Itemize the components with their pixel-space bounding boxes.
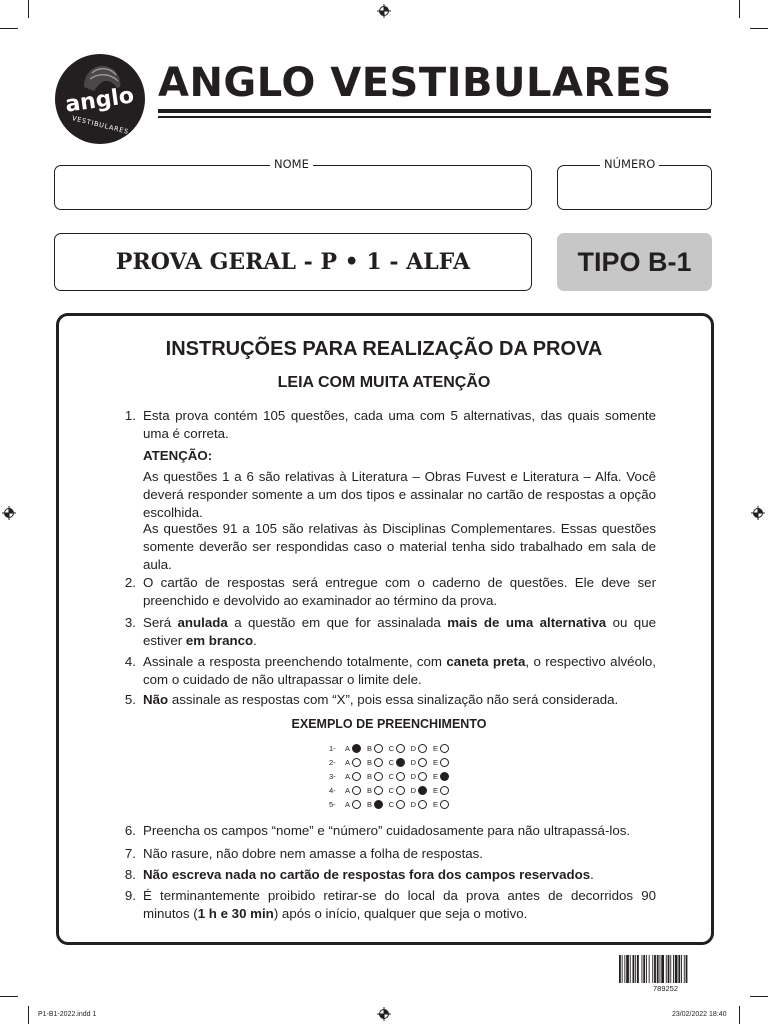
- example-option-letter: A: [344, 744, 350, 753]
- bubble-empty-icon: [352, 772, 361, 781]
- bubble-empty-icon: [396, 800, 405, 809]
- instruction-item-8: Não escreva nada no cartão de respostas fora dos campos reservados.: [143, 867, 594, 882]
- registration-mark-icon: [377, 1007, 391, 1021]
- barcode-bar: [675, 955, 678, 983]
- bubble-empty-icon: [396, 772, 405, 781]
- example-option: [365, 758, 383, 767]
- example-option: [387, 800, 405, 809]
- name-field[interactable]: [54, 165, 532, 210]
- exam-type-box: [557, 233, 712, 291]
- example-row: [329, 784, 453, 797]
- example-option-letter: C: [388, 758, 394, 767]
- bubble-empty-icon: [352, 800, 361, 809]
- example-option: [431, 744, 449, 753]
- example-row-label: 3-: [329, 772, 336, 781]
- barcode-bar: [684, 955, 685, 983]
- example-option: [343, 800, 361, 809]
- example-option: [409, 786, 427, 795]
- barcode-bar: [637, 955, 639, 983]
- barcode-bar: [666, 955, 667, 983]
- example-option-letter: B: [366, 758, 372, 767]
- registration-mark-icon: [2, 506, 16, 520]
- barcode-bar: [619, 955, 621, 983]
- header-rule-thick: [158, 109, 711, 113]
- bubble-empty-icon: [374, 758, 383, 767]
- barcode-bar: [681, 955, 682, 983]
- example-option-letter: E: [432, 800, 438, 809]
- example-option: [409, 758, 427, 767]
- example-option-letter: C: [388, 786, 394, 795]
- instruction-item-1: Esta prova contém 105 questões, cada uma com 5 alternativas, das quais somente uma é correta.: [143, 408, 656, 441]
- example-option: [431, 800, 449, 809]
- barcode-bar: [660, 955, 661, 983]
- barcode-number: 789252: [652, 984, 679, 993]
- barcode-bar: [649, 955, 650, 983]
- example-option-letter: D: [410, 772, 416, 781]
- crop-mark: [0, 28, 18, 29]
- number-field-label: NÚMERO: [600, 157, 659, 171]
- bubble-empty-icon: [396, 786, 405, 795]
- crop-mark: [739, 1006, 740, 1024]
- example-option-letter: B: [366, 744, 372, 753]
- example-option: [431, 772, 449, 781]
- example-option: [343, 772, 361, 781]
- example-option: [387, 786, 405, 795]
- example-row-label: 4-: [329, 786, 336, 795]
- logo-subtext: VESTIBULARES: [71, 114, 130, 136]
- item-number: 3.: [124, 615, 136, 630]
- example-option: [387, 758, 405, 767]
- example-option-letter: B: [366, 800, 372, 809]
- barcode-bar: [670, 955, 671, 983]
- example-option-letter: A: [344, 786, 350, 795]
- instruction-item-5: Não assinale as respostas com “X”, pois essa sinalização não será considerada.: [143, 692, 619, 707]
- crop-mark: [0, 996, 18, 997]
- example-option-letter: E: [432, 786, 438, 795]
- example-option-letter: E: [432, 758, 438, 767]
- registration-mark-icon: [751, 506, 765, 520]
- exam-title-box: [54, 233, 532, 291]
- barcode: [619, 955, 712, 983]
- example-option-letter: D: [410, 800, 416, 809]
- example-option-letter: D: [410, 786, 416, 795]
- bubble-filled-icon: [396, 758, 405, 767]
- example-row: [329, 742, 453, 755]
- bubble-filled-icon: [418, 786, 427, 795]
- example-row-label: 5-: [329, 800, 336, 809]
- anglo-logo: [54, 53, 146, 145]
- example-row: [329, 756, 453, 769]
- name-field-label: NOME: [270, 157, 313, 171]
- barcode-bar: [686, 955, 688, 983]
- item-number: 4.: [124, 654, 136, 669]
- number-field[interactable]: [557, 165, 712, 210]
- barcode-bar: [668, 955, 670, 983]
- barcode-bar: [646, 955, 647, 983]
- barcode-bar: [657, 955, 659, 983]
- bubble-empty-icon: [352, 786, 361, 795]
- example-option-letter: E: [432, 772, 438, 781]
- example-option: [431, 786, 449, 795]
- bubble-empty-icon: [418, 758, 427, 767]
- registration-mark-icon: [377, 4, 391, 18]
- header-rule-thin: [158, 116, 711, 118]
- instruction-item-6: Preencha os campos “nome” e “número” cuidadosamente para não ultrapassá-los.: [143, 823, 631, 838]
- barcode-bar: [630, 955, 631, 983]
- bubble-empty-icon: [374, 786, 383, 795]
- barcode-bar: [643, 955, 645, 983]
- bubble-empty-icon: [418, 744, 427, 753]
- exam-type: TIPO B-1: [577, 246, 692, 277]
- barcode-bar: [624, 955, 625, 983]
- crop-mark: [739, 0, 740, 18]
- logo-wordmark: anglo: [63, 83, 136, 118]
- crop-mark: [750, 996, 768, 997]
- attention-paragraph-2: As questões 91 a 105 são relativas às Disciplinas Complementares. Essas questões somente deverão ser respondidas caso o material tenha sido trabalhado em sala de aula.: [143, 521, 656, 572]
- bubble-empty-icon: [374, 772, 383, 781]
- barcode-bar: [635, 955, 636, 983]
- bubble-empty-icon: [440, 800, 449, 809]
- crop-mark: [28, 1006, 29, 1024]
- example-option-letter: A: [344, 758, 350, 767]
- instruction-item-3: Será anulada a questão em que for assinalada mais de uma alternativa ou que estiver em branco.: [143, 615, 656, 648]
- example-option-letter: D: [410, 744, 416, 753]
- example-option: [365, 772, 383, 781]
- item-number: 1.: [124, 408, 136, 423]
- example-option-letter: C: [388, 744, 394, 753]
- bubble-empty-icon: [440, 758, 449, 767]
- example-option: [409, 744, 427, 753]
- example-option: [365, 800, 383, 809]
- example-row: [329, 770, 453, 783]
- example-option-letter: C: [388, 800, 394, 809]
- timestamp: 23/02/2022 18:40: [672, 1011, 727, 1018]
- example-row-label: 2-: [329, 758, 336, 767]
- item-number: 7.: [124, 846, 136, 861]
- bubble-empty-icon: [374, 744, 383, 753]
- bubble-empty-icon: [440, 786, 449, 795]
- bubble-filled-icon: [440, 772, 449, 781]
- example-option: [409, 800, 427, 809]
- barcode-bar: [642, 955, 643, 983]
- example-title: EXEMPLO DE PREENCHIMENTO: [291, 717, 487, 731]
- barcode-bar: [626, 955, 629, 983]
- example-option-letter: D: [410, 758, 416, 767]
- bubble-filled-icon: [374, 800, 383, 809]
- item-number: 8.: [124, 867, 136, 882]
- example-option: [365, 786, 383, 795]
- instructions-subtitle: LEIA COM MUITA ATENÇÃO: [277, 374, 491, 391]
- instruction-item-9: É terminantemente proibido retirar-se do local da prova antes de decorridos 90 minutos (1 h e 30 min) após o início, qualquer que seja o motivo.: [143, 888, 656, 921]
- instruction-item-7: Não rasure, não dobre nem amasse a folha de respostas.: [143, 846, 484, 861]
- instruction-item-4: Assinale a resposta preenchendo totalmente, com caneta preta, o respectivo alvéolo, com o cuidado de não ultrapassar o limite dele.: [143, 654, 657, 687]
- bubble-empty-icon: [396, 744, 405, 753]
- item-number: 2.: [124, 575, 136, 590]
- barcode-bar: [661, 955, 664, 983]
- crop-mark: [750, 28, 768, 29]
- barcode-bar: [652, 955, 653, 983]
- item-number: 9.: [124, 888, 136, 903]
- barcode-bar: [678, 955, 680, 983]
- example-option: [387, 744, 405, 753]
- exam-title: PROVA GERAL - P • 1 - ALFA: [115, 249, 471, 275]
- example-option: [387, 772, 405, 781]
- bubble-empty-icon: [418, 772, 427, 781]
- example-option: [409, 772, 427, 781]
- instructions-title: INSTRUÇÕES PARA REALIZAÇÃO DA PROVA: [165, 338, 603, 360]
- file-name: P1-B1-2022.indd 1: [38, 1011, 97, 1018]
- example-option: [431, 758, 449, 767]
- example-option-letter: A: [344, 800, 350, 809]
- bubble-empty-icon: [352, 758, 361, 767]
- example-row-label: 1-: [329, 744, 336, 753]
- example-option-letter: B: [366, 772, 372, 781]
- example-option-letter: A: [344, 772, 350, 781]
- item-number: 5.: [124, 692, 136, 707]
- barcode-bar: [654, 955, 656, 983]
- bubble-empty-icon: [440, 744, 449, 753]
- bubble-empty-icon: [418, 800, 427, 809]
- example-option: [343, 758, 361, 767]
- attention-paragraph-1: As questões 1 a 6 são relativas à Literatura – Obras Fuvest e Literatura – Alfa. Você deverá responder somente a um dos tipos e assinalar no cartão de respostas a opção escolhida.: [143, 469, 656, 520]
- example-option-letter: B: [366, 786, 372, 795]
- barcode-bar: [622, 955, 623, 983]
- bubble-filled-icon: [352, 744, 361, 753]
- attention-label: ATENÇÃO:: [143, 448, 213, 463]
- example-option: [343, 786, 361, 795]
- barcode-bar: [633, 955, 635, 983]
- brand-title: ANGLO VESTIBULARES: [158, 60, 672, 106]
- crop-mark: [28, 0, 29, 18]
- instruction-item-2: O cartão de respostas será entregue com o caderno de questões. Ele deve ser preenchido e devolvido ao examinador ao término da prova.: [143, 575, 656, 608]
- item-number: 6.: [124, 823, 136, 838]
- example-row: [329, 798, 453, 811]
- example-option: [365, 744, 383, 753]
- example-option: [343, 744, 361, 753]
- example-option-letter: E: [432, 744, 438, 753]
- example-option-letter: C: [388, 772, 394, 781]
- barcode-bar: [673, 955, 674, 983]
